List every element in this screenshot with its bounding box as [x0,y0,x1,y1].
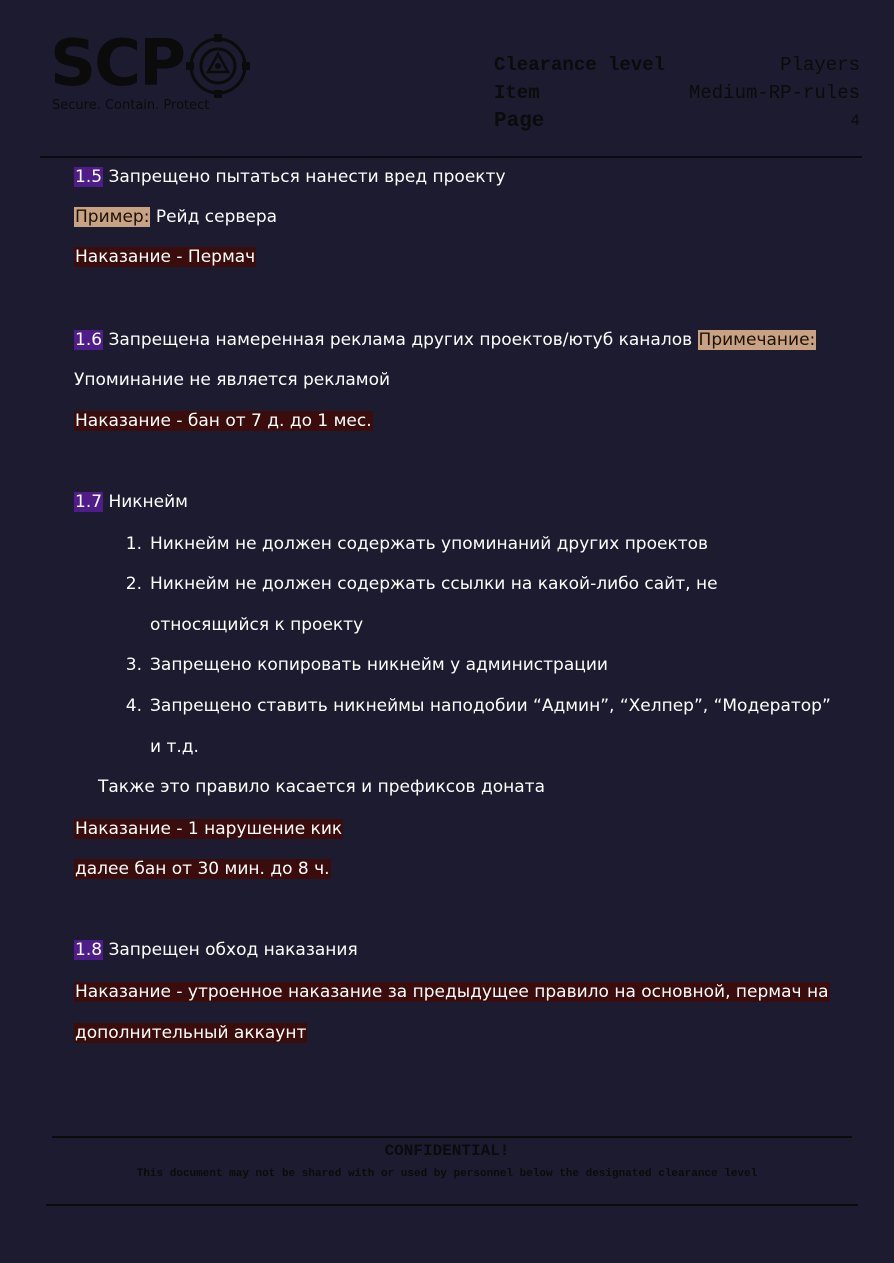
list-item-continuation [150,611,363,639]
item-value: Medium-RP-rules [688,82,860,104]
logo-tagline: Secure. Contain. Protect [52,98,210,113]
footer-divider-bottom [46,1204,858,1206]
rule-1-5-example [74,203,277,231]
list-text: и т.д. [150,737,199,757]
note-label: Примечание: [698,330,816,350]
penalty: Наказание - бан от 7 д. до 1 мес. [75,411,372,431]
rule-number: 1.5 [75,167,103,187]
scp-logo [50,27,260,122]
clearance-value: Players [780,54,860,76]
rule-1-6-note [74,366,390,394]
example-label: Пример: [75,207,150,227]
penalty: Наказание - утроенное наказание за предыдущее правило на основной, пермач на [75,982,829,1002]
rule-1-7-also [98,773,545,801]
rule-number: 1.7 [75,492,103,512]
list-item [122,651,608,679]
rule-1-6-penalty [74,407,373,435]
also-text: Также это правило касается и префиксов доната [98,777,545,797]
penalty: дополнительный аккаунт [75,1023,307,1043]
item-label: Item [494,82,540,104]
rule-1-8-penalty [74,978,830,1006]
rule-text: Запрещена намеренная реклама других проектов/ютуб каналов [103,330,698,350]
rule-text: Никнейм [103,492,188,512]
list-text: Никнейм не должен содержать упоминаний других проектов [150,534,709,554]
rule-1-6 [74,326,816,354]
list-item [122,570,718,598]
rule-text: Запрещен обход наказания [103,940,358,960]
note-text: Упоминание не является рекламой [74,370,391,390]
rule-1-7-penalty-cont [74,855,331,883]
list-number: 4. [125,696,142,716]
list-number: 2. [125,574,142,594]
confidential-notice: This document may not be shared with or used by personnel below the designated clearance level [136,1168,758,1180]
rule-number: 1.8 [75,940,103,960]
footer-divider-top [52,1136,852,1138]
list-text: Никнейм не должен содержать ссылки на какой-либо сайт, не [150,574,718,594]
list-number: 1. [125,534,142,554]
rule-1-5-penalty [74,243,256,271]
penalty: Наказание - Пермач [75,247,256,267]
list-number: 3. [125,655,142,675]
clearance-label: Clearance level [494,54,666,76]
list-item-continuation [150,733,199,761]
logo-text: SCP [50,27,184,101]
scp-emblem-icon [184,32,252,100]
list-text: относящийся к проекту [150,615,364,635]
list-text: Запрещено ставить никнеймы наподобии “Админ”, “Хелпер”, “Модератор” [150,696,831,716]
rule-1-7 [74,488,188,516]
page-value: 4 [850,112,860,130]
confidential-title: CONFIDENTIAL! [384,1142,510,1160]
rule-text: Запрещено пытаться нанести вред проекту [103,167,506,187]
rule-number: 1.6 [75,330,103,350]
example-text: Рейд сервера [150,207,278,227]
list-item [122,530,708,558]
header-divider [40,156,862,158]
penalty: далее бан от 30 мин. до 8 ч. [75,859,330,879]
rule-1-5 [74,163,506,191]
penalty: Наказание - 1 нарушение кик [75,819,343,839]
list-item [122,692,831,720]
page-label: Page [494,110,545,133]
list-text: Запрещено копировать никнейм у администрации [150,655,608,675]
rule-1-8-penalty-cont [74,1019,307,1047]
rule-1-8 [74,936,358,964]
rule-1-7-penalty [74,815,343,843]
